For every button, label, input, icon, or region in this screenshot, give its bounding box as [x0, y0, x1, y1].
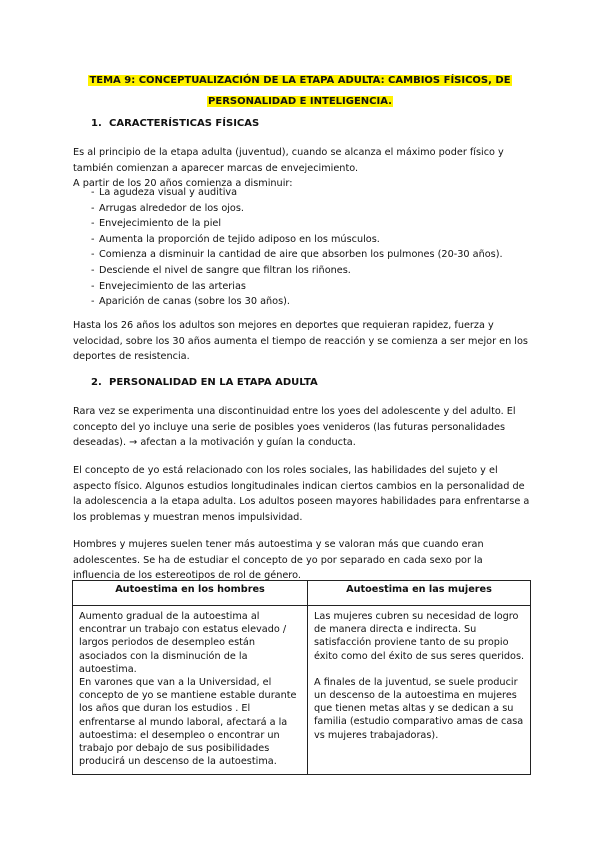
section-2-number: 2. — [91, 377, 102, 388]
list-item: - Comienza a disminuir la cantidad de aire que absorben los pulmones (20-30 años). — [73, 247, 503, 263]
section-1-heading — [91, 117, 259, 131]
section-1-closing-block — [73, 318, 531, 365]
men-paragraph: En varones que van a la Universidad, el concepto de yo se mantiene estable durante los años que duran los estudios . El enfrentarse al mundo laboral, afectará a la autoestima: el desempleo o encontrar un trabajo por debajo de sus posibilidades producirá un descenso de la autoestima. — [79, 677, 297, 768]
physical-changes-list — [73, 185, 503, 310]
table-header-women: Autoestima en las mujeres — [308, 581, 531, 606]
list-item: - La agudeza visual y auditiva — [73, 185, 503, 201]
dash-bullet-icon: - — [91, 264, 95, 276]
section-2-paragraph-3-block — [73, 537, 531, 584]
dash-bullet-icon: - — [91, 202, 95, 214]
dash-bullet-icon: - — [91, 187, 95, 198]
list-item: - Envejecimiento de la piel — [73, 216, 503, 232]
document-title-block — [60, 68, 540, 110]
table-row — [73, 606, 531, 775]
section-2-paragraph-1-block — [73, 404, 531, 451]
table-cell-men — [73, 606, 308, 775]
men-paragraph: Aumento gradual de la autoestima al encontrar un trabajo con estatus elevado / largos periodos de desempleo están asociados con la disminución de la autoestima. — [79, 611, 287, 675]
table-header-row — [73, 581, 531, 606]
list-item: - Envejecimiento de las arterias — [73, 279, 503, 295]
section-1-title: CARACTERÍSTICAS FÍSICAS — [109, 118, 260, 129]
section-2-paragraph: Hombres y mujeres suelen tener más autoestima y se valoran más que cuando eran adolescentes. Se ha de estudiar el concepto de yo por separado en cada sexo por la influencia de los estereotipos de rol de género. — [73, 539, 484, 582]
self-esteem-comparison-table — [72, 580, 531, 775]
section-2-heading — [91, 376, 318, 390]
section-1-lead: A partir de los 20 años comienza a disminuir: — [73, 178, 293, 190]
table-cell-women — [308, 606, 531, 775]
section-2-paragraph: Rara vez se experimenta una discontinuidad entre los yoes del adolescente y del adulto. El concepto del yo incluye una serie de posibles yoes venideros (las futuras personalidades deseadas). → afectan a la motivación y guían la conducta. — [73, 406, 516, 449]
dash-bullet-icon: - — [91, 249, 95, 261]
women-paragraph: Las mujeres cubren su necesidad de logro de manera directa e indirecta. Su satisfacción proviene tanto de su propio éxito como del éxito de sus seres queridos. — [314, 611, 525, 662]
section-2-title: PERSONALIDAD EN LA ETAPA ADULTA — [109, 377, 318, 388]
dash-bullet-icon: - — [91, 280, 95, 292]
section-1-number: 1. — [91, 118, 102, 129]
list-item: - Aparición de canas (sobre los 30 años). — [73, 294, 503, 310]
section-1-intro: Es al principio de la etapa adulta (juventud), cuando se alcanza el máximo poder físico y también comienzan a aparecer marcas de envejecimiento. — [73, 147, 504, 174]
section-2-paragraph-2-block — [73, 463, 531, 525]
dash-bullet-icon: - — [91, 233, 95, 245]
list-item: - Aumenta la proporción de tejido adiposo en los músculos. — [73, 232, 503, 248]
section-1-closing: Hasta los 26 años los adultos son mejores en deportes que requieran rapidez, fuerza y velocidad, sobre los 30 años aumenta el tiempo de reacción y se comienza a ser mejor en los deportes de resistencia. — [73, 320, 528, 363]
dash-bullet-icon: - — [91, 218, 95, 230]
women-paragraph: A finales de la juventud, se suele producir un descenso de la autoestima en mujeres que tienen metas altas y se dedican a su familia (estudio comparativo amas de casa vs mujeres trabajadoras). — [314, 676, 524, 741]
document-title: TEMA 9: CONCEPTUALIZACIÓN DE LA ETAPA ADULTA: CAMBIOS FÍSICOS, DE PERSONALIDAD E INTELIGENCIA. — [89, 75, 511, 107]
dash-bullet-icon: - — [91, 296, 95, 308]
table-header-men: Autoestima en los hombres — [73, 581, 308, 606]
section-2-paragraph: El concepto de yo está relacionado con los roles sociales, las habilidades del sujeto y el aspecto físico. Algunos estudios longitudinales indican ciertos cambios en la personalidad de la adolescencia a la etapa adulta. Los adultos poseen mayores habilidades para enfrentarse a los problemas y muestran menos impulsividad. — [73, 465, 530, 523]
list-item: - Desciende el nivel de sangre que filtran los riñones. — [73, 263, 503, 279]
list-item: - Arrugas alrededor de los ojos. — [73, 201, 503, 217]
